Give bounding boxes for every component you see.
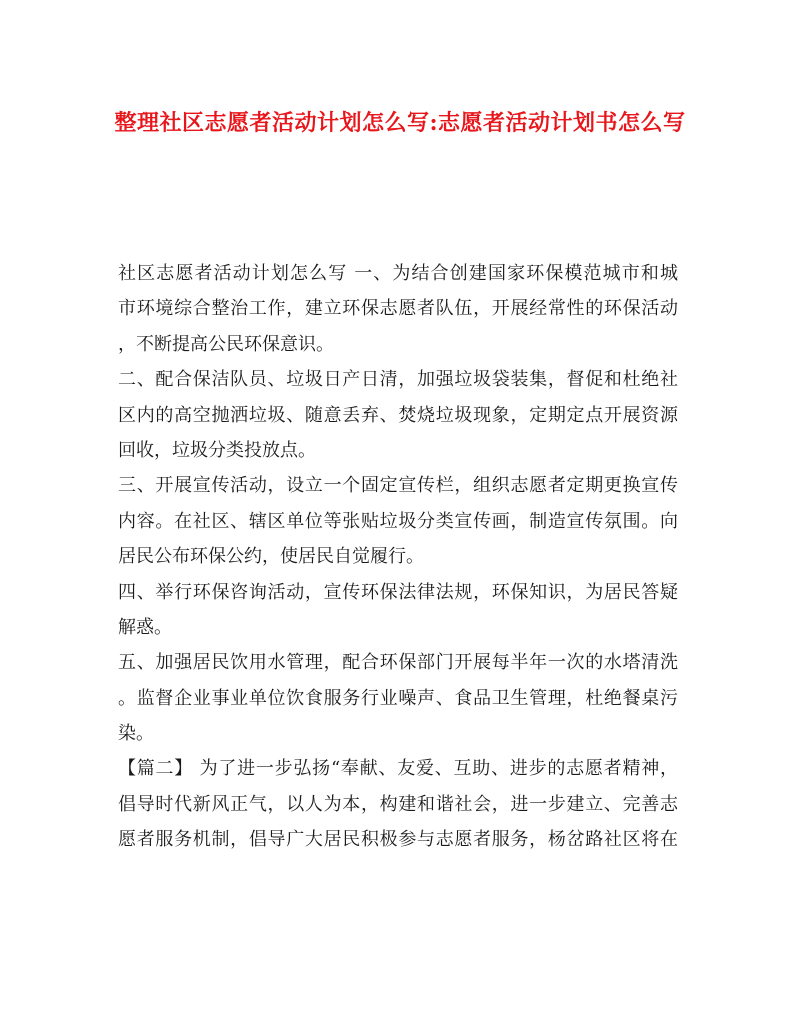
document-body <box>118 256 678 858</box>
document-title: 整理社区志愿者活动计划怎么写:志愿者活动计划书怎么写 <box>114 110 686 136</box>
body-line: 【篇二】 为了进一步弘扬“奉献、友爱、互助、进步的志愿者精神， <box>118 758 678 780</box>
body-line: 回收，垃圾分类投放点。 <box>118 439 316 461</box>
body-line: 。监督企业事业单位饮食服务行业噪声、食品卫生管理，杜绝餐桌污 <box>118 687 678 709</box>
body-line: 区内的高空抛洒垃圾、随意丢弃、焚烧垃圾现象，定期定点开展资源 <box>118 404 678 426</box>
body-line: 解惑。 <box>118 616 172 638</box>
body-line: 内容。在社区、辖区单位等张贴垃圾分类宣传画，制造宣传氛围。向 <box>118 510 678 532</box>
body-line: 社区志愿者活动计划怎么写 一、为结合创建国家环保模范城市和城 <box>118 263 678 284</box>
body-line: 倡导时代新风正气，以人为本，构建和谐社会，进一步建立、完善志 <box>118 793 678 815</box>
body-line: 染。 <box>118 723 154 745</box>
body-line: 三、开展宣传活动，设立一个固定宣传栏，组织志愿者定期更换宣传 <box>118 475 678 497</box>
body-line: 愿者服务机制，倡导广大居民积极参与志愿者服务，杨岔路社区将在 <box>118 829 678 851</box>
body-line: 居民公布环保公约，使居民自觉履行。 <box>118 546 424 568</box>
body-line: 五、加强居民饮用水管理，配合环保部门开展每半年一次的水塔清洗 <box>118 652 678 674</box>
body-line: 市环境综合整治工作，建立环保志愿者队伍，开展经常性的环保活动 <box>118 298 678 320</box>
body-line: 四、举行环保咨询活动，宣传环保法律法规，环保知识，为居民答疑 <box>118 581 678 603</box>
body-line: 二、配合保洁队员、垃圾日产日清，加强垃圾袋装集，督促和杜绝社 <box>118 369 678 391</box>
body-line: ，不断提高公民环保意识。 <box>118 333 334 355</box>
